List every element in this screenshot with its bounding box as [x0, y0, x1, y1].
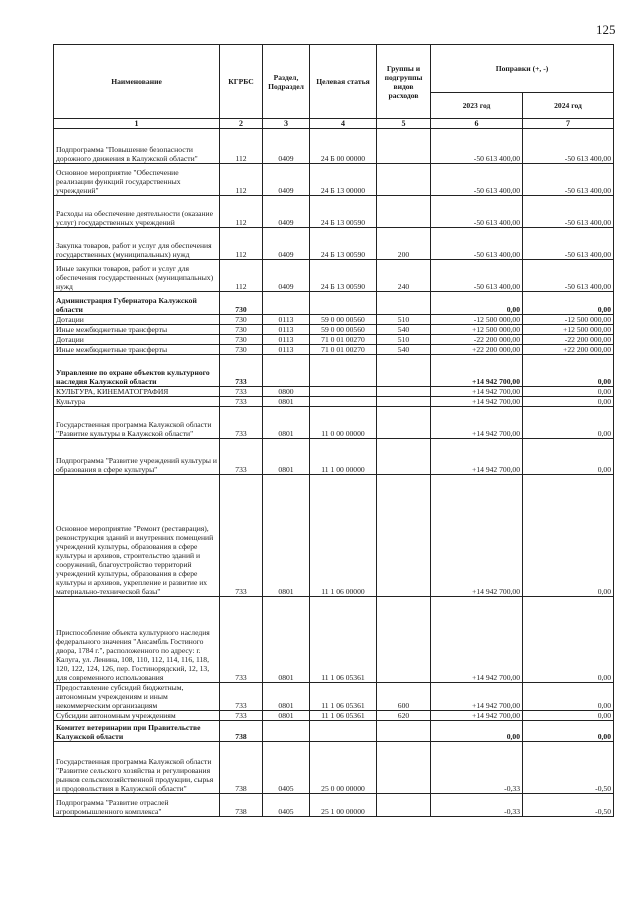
row-name: Предоставление субсидий бюджетным, автономным учреждениям и иным некоммерческим организациям [54, 683, 220, 711]
row-section: 0405 [263, 794, 310, 817]
row-2024: -50 613 400,00 [523, 196, 614, 228]
row-target: 11 1 00 00000 [310, 439, 377, 475]
row-2024: 0,00 [523, 397, 614, 407]
table-row [54, 387, 614, 397]
row-ktrbs: 733 [220, 683, 263, 711]
table-row [54, 355, 614, 387]
row-target [310, 355, 377, 387]
row-ktrbs: 112 [220, 228, 263, 260]
row-name: Основное мероприятие "Обеспечение реализации функций государственных учреждений" [54, 164, 220, 196]
row-2023: -22 200 000,00 [431, 335, 523, 345]
row-2024: -22 200 000,00 [523, 335, 614, 345]
row-group: 200 [377, 228, 431, 260]
row-2023: +14 942 700,00 [431, 683, 523, 711]
row-2023: -50 613 400,00 [431, 228, 523, 260]
row-2024: 0,00 [523, 683, 614, 711]
row-2023: +22 200 000,00 [431, 345, 523, 355]
row-section: 0409 [263, 228, 310, 260]
row-ktrbs: 112 [220, 129, 263, 164]
row-2024: +22 200 000,00 [523, 345, 614, 355]
row-ktrbs: 738 [220, 742, 263, 794]
row-section: 0801 [263, 711, 310, 721]
table-row [54, 345, 614, 355]
row-target [310, 397, 377, 407]
row-name: Подпрограмма "Повышение безопасности дорожного движения в Калужской области" [54, 129, 220, 164]
row-ktrbs: 730 [220, 292, 263, 315]
row-target: 25 1 00 00000 [310, 794, 377, 817]
row-group [377, 164, 431, 196]
row-group: 600 [377, 683, 431, 711]
table-row [54, 335, 614, 345]
row-2024: 0,00 [523, 355, 614, 387]
row-group: 510 [377, 335, 431, 345]
row-2024: -12 500 000,00 [523, 315, 614, 325]
row-name: Иные закупки товаров, работ и услуг для обеспечения государственных (муниципальных) нужд [54, 260, 220, 292]
row-group: 240 [377, 260, 431, 292]
row-target: 59 0 00 00560 [310, 325, 377, 335]
row-name: Дотации [54, 335, 220, 345]
row-target: 71 0 01 00270 [310, 345, 377, 355]
header-2023: 2023 год [431, 93, 523, 119]
column-number: 1 [54, 119, 220, 129]
row-2024: 0,00 [523, 597, 614, 683]
row-section: 0801 [263, 683, 310, 711]
row-target: 11 0 00 00000 [310, 407, 377, 439]
row-2024: 0,00 [523, 721, 614, 742]
column-number: 6 [431, 119, 523, 129]
row-2023: +14 942 700,00 [431, 475, 523, 597]
row-ktrbs: 112 [220, 164, 263, 196]
row-group [377, 794, 431, 817]
row-group: 540 [377, 325, 431, 335]
row-group [377, 129, 431, 164]
table-row [54, 315, 614, 325]
row-2024: 0,00 [523, 711, 614, 721]
row-section: 0113 [263, 325, 310, 335]
row-target: 11 1 06 05361 [310, 683, 377, 711]
header-target: Целевая статья [310, 45, 377, 119]
header-2024: 2024 год [523, 93, 614, 119]
table-row [54, 439, 614, 475]
row-2024: -50 613 400,00 [523, 228, 614, 260]
row-2024: 0,00 [523, 407, 614, 439]
row-2024: 0,00 [523, 292, 614, 315]
budget-amendments-table [53, 44, 614, 817]
row-ktrbs: 112 [220, 260, 263, 292]
row-name: Государственная программа Калужской области "Развитие культуры в Калужской области" [54, 407, 220, 439]
row-group [377, 355, 431, 387]
row-2023: -50 613 400,00 [431, 260, 523, 292]
row-ktrbs: 733 [220, 387, 263, 397]
row-section: 0409 [263, 129, 310, 164]
row-2024: +12 500 000,00 [523, 325, 614, 335]
row-2023: -12 500 000,00 [431, 315, 523, 325]
row-name: Культура [54, 397, 220, 407]
row-2023: +14 942 700,00 [431, 397, 523, 407]
row-name: Подпрограмма "Развитие отраслей агропромышленного комплекса" [54, 794, 220, 817]
row-group [377, 475, 431, 597]
row-2024: 0,00 [523, 475, 614, 597]
row-group [377, 407, 431, 439]
row-name: Дотации [54, 315, 220, 325]
table-row [54, 597, 614, 683]
row-target [310, 387, 377, 397]
table-row [54, 475, 614, 597]
row-name: Расходы на обеспечение деятельности (оказание услуг) государственных учреждений [54, 196, 220, 228]
row-target: 24 Б 13 00590 [310, 260, 377, 292]
row-group [377, 397, 431, 407]
row-ktrbs: 733 [220, 475, 263, 597]
row-section: 0409 [263, 260, 310, 292]
row-target [310, 292, 377, 315]
table-row [54, 397, 614, 407]
header-name: Наименование [54, 45, 220, 119]
row-ktrbs: 730 [220, 315, 263, 325]
row-2023: 0,00 [431, 721, 523, 742]
row-target: 24 Б 13 00000 [310, 164, 377, 196]
column-number: 2 [220, 119, 263, 129]
column-number: 5 [377, 119, 431, 129]
row-target: 59 0 00 00560 [310, 315, 377, 325]
row-group [377, 439, 431, 475]
row-2023: +12 500 000,00 [431, 325, 523, 335]
row-section: 0801 [263, 397, 310, 407]
row-target: 71 0 01 00270 [310, 335, 377, 345]
row-target: 24 Б 13 00590 [310, 228, 377, 260]
row-2023: +14 942 700,00 [431, 597, 523, 683]
row-section: 0405 [263, 742, 310, 794]
page-number: 125 [596, 22, 616, 37]
row-target [310, 721, 377, 742]
row-ktrbs: 733 [220, 439, 263, 475]
row-section: 0801 [263, 407, 310, 439]
row-2024: -50 613 400,00 [523, 164, 614, 196]
table-row [54, 228, 614, 260]
column-number: 4 [310, 119, 377, 129]
table-row [54, 325, 614, 335]
row-name: Комитет ветеринарии при Правительстве Калужской области [54, 721, 220, 742]
row-2023: +14 942 700,00 [431, 355, 523, 387]
row-ktrbs: 733 [220, 407, 263, 439]
table-row [54, 196, 614, 228]
row-section: 0409 [263, 196, 310, 228]
row-name: КУЛЬТУРА, КИНЕМАТОГРАФИЯ [54, 387, 220, 397]
row-2023: +14 942 700,00 [431, 407, 523, 439]
row-ktrbs: 112 [220, 196, 263, 228]
row-section [263, 292, 310, 315]
row-section: 0113 [263, 315, 310, 325]
row-section [263, 721, 310, 742]
row-2024: -0,50 [523, 794, 614, 817]
row-ktrbs: 738 [220, 794, 263, 817]
table-row [54, 407, 614, 439]
row-target: 11 1 06 00000 [310, 475, 377, 597]
row-group [377, 387, 431, 397]
row-section: 0800 [263, 387, 310, 397]
row-2023: +14 942 700,00 [431, 439, 523, 475]
row-2023: +14 942 700,00 [431, 387, 523, 397]
row-ktrbs: 733 [220, 711, 263, 721]
row-2024: -50 613 400,00 [523, 260, 614, 292]
row-ktrbs: 730 [220, 325, 263, 335]
table-row [54, 794, 614, 817]
row-name: Государственная программа Калужской области "Развитие сельского хозяйства и регулирования рынков сельскохозяйственной продукции, сырья и продовольствия в Калужской области" [54, 742, 220, 794]
row-section: 0801 [263, 475, 310, 597]
row-group [377, 196, 431, 228]
row-2023: -50 613 400,00 [431, 164, 523, 196]
row-2023: -0,33 [431, 794, 523, 817]
row-name: Приспособление объекта культурного наследия федерального значения "Ансамбль Гостиного двора, 1784 г.", расположенного по адресу: г. Калуга, ул. Ленина, 108, 110, 112, 114, 116, 118, 120, 122, 124, 126, пер. Гостинорядский, 12, 13, для современного использования [54, 597, 220, 683]
row-group [377, 292, 431, 315]
row-2024: -50 613 400,00 [523, 129, 614, 164]
header-section: Раздел, Подраздел [263, 45, 310, 119]
header-ktrbs: КГРБС [220, 45, 263, 119]
row-section: 0409 [263, 164, 310, 196]
table-row [54, 129, 614, 164]
row-target: 24 Б 00 00000 [310, 129, 377, 164]
table-row [54, 721, 614, 742]
row-group: 620 [377, 711, 431, 721]
row-name: Закупка товаров, работ и услуг для обеспечения государственных (муниципальных) нужд [54, 228, 220, 260]
table-row [54, 711, 614, 721]
row-target: 11 1 06 05361 [310, 597, 377, 683]
row-section [263, 355, 310, 387]
row-2024: 0,00 [523, 387, 614, 397]
row-group: 540 [377, 345, 431, 355]
row-2023: -0,33 [431, 742, 523, 794]
row-group [377, 721, 431, 742]
row-group [377, 742, 431, 794]
row-ktrbs: 733 [220, 597, 263, 683]
row-name: Управление по охране объектов культурного наследия Калужской области [54, 355, 220, 387]
row-section: 0113 [263, 345, 310, 355]
row-name: Подпрограмма "Развитие учреждений культуры и образования в сфере культуры" [54, 439, 220, 475]
header-amendments: Поправки (+, -) [431, 45, 614, 93]
row-2023: -50 613 400,00 [431, 129, 523, 164]
row-2023: +14 942 700,00 [431, 711, 523, 721]
table-row [54, 292, 614, 315]
table-row [54, 683, 614, 711]
row-group [377, 597, 431, 683]
header-group: Группы и подгруппы видов расходов [377, 45, 431, 119]
table-row [54, 260, 614, 292]
row-2023: -50 613 400,00 [431, 196, 523, 228]
column-number: 7 [523, 119, 614, 129]
row-name: Субсидии автономным учреждениям [54, 711, 220, 721]
row-ktrbs: 730 [220, 335, 263, 345]
row-ktrbs: 733 [220, 397, 263, 407]
row-2024: -0,50 [523, 742, 614, 794]
row-ktrbs: 733 [220, 355, 263, 387]
row-section: 0801 [263, 439, 310, 475]
row-target: 25 0 00 00000 [310, 742, 377, 794]
row-2023: 0,00 [431, 292, 523, 315]
table-row [54, 164, 614, 196]
column-number-row [54, 119, 614, 129]
row-name: Иные межбюджетные трансферты [54, 345, 220, 355]
row-name: Иные межбюджетные трансферты [54, 325, 220, 335]
row-section: 0113 [263, 335, 310, 345]
table-row [54, 742, 614, 794]
row-group: 510 [377, 315, 431, 325]
row-name: Основное мероприятие "Ремонт (реставрация), реконструкция зданий и внутренних помещений учреждений культуры, образования в сфере культуры и архивов, строительство зданий и сооружений, благоустройство территорий учреждений культуры, образования в сфере культуры и архивов, укрепление и развитие их материально-технической базы" [54, 475, 220, 597]
row-2024: 0,00 [523, 439, 614, 475]
row-name: Администрация Губернатора Калужской области [54, 292, 220, 315]
row-ktrbs: 730 [220, 345, 263, 355]
row-target: 24 Б 13 00590 [310, 196, 377, 228]
row-target: 11 1 06 05361 [310, 711, 377, 721]
column-number: 3 [263, 119, 310, 129]
row-section: 0801 [263, 597, 310, 683]
row-ktrbs: 738 [220, 721, 263, 742]
